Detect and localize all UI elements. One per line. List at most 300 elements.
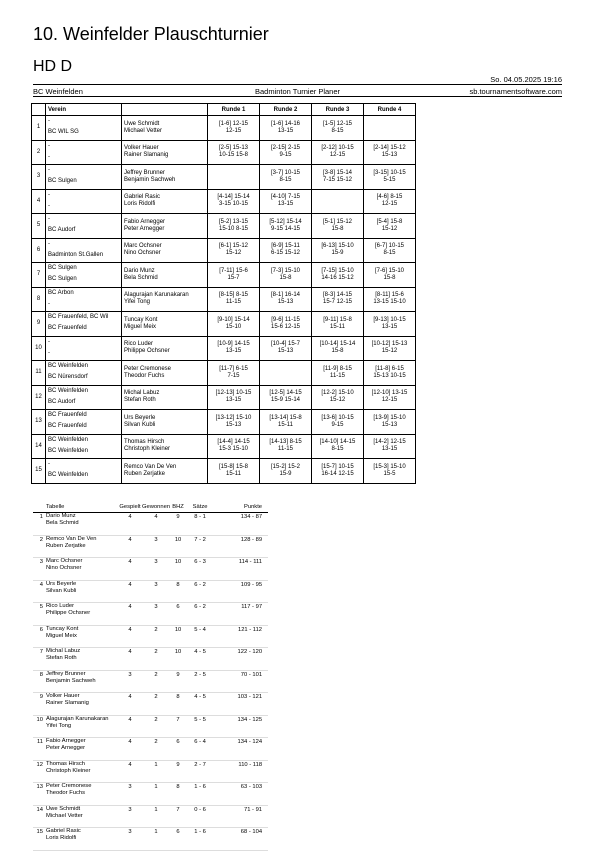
- player-cell: [122, 312, 208, 337]
- standings-played: 4: [118, 693, 142, 716]
- club-cell: [46, 459, 122, 484]
- draw-row-number: 10: [32, 336, 46, 361]
- standings-team: [46, 783, 118, 806]
- club-cell: [46, 336, 122, 361]
- round1-result-line1: [14-4] 14-15: [217, 439, 250, 446]
- standings-player1: Dario Munz: [46, 513, 76, 519]
- standings-points: 134 - 124: [214, 738, 268, 761]
- draw-row-number: 5: [32, 214, 46, 239]
- round3-result: [312, 434, 364, 459]
- standings-header-points: Punkte: [214, 503, 268, 513]
- standings-sets: 6 - 4: [186, 738, 214, 761]
- round2-result: [260, 116, 312, 141]
- player2-name: Stefan Roth: [124, 397, 156, 404]
- player1-name: Urs Beyerle: [124, 414, 156, 421]
- standings-team: [46, 603, 118, 626]
- standings-position: 6: [33, 625, 46, 648]
- round4-result: [364, 140, 416, 165]
- round3-result-line1: [1-5] 12-15: [322, 120, 353, 127]
- standings-team: [46, 535, 118, 558]
- standings-played: 3: [118, 805, 142, 828]
- standings-position: 15: [33, 828, 46, 851]
- player2-name: Ruben Zerjatke: [124, 470, 166, 477]
- player2-name: Michael Vetter: [124, 127, 163, 134]
- standings-row: [33, 558, 268, 581]
- round4-result-line1: [12-10] 13-15: [371, 390, 408, 397]
- draw-row: [32, 116, 416, 141]
- round2-result-line1: [12-5] 14-15: [269, 390, 302, 397]
- round4-result-line2: 15-13: [381, 152, 398, 159]
- player-cell: [122, 238, 208, 263]
- round2-result-line2: 15-6 12-15: [270, 323, 301, 330]
- event-subtitle: HD D: [33, 58, 73, 75]
- organizer-club: BC Weinfelden: [33, 87, 83, 96]
- standings-position: 14: [33, 805, 46, 828]
- round1-result-line2: 15-10 8-15: [218, 225, 249, 232]
- standings-won: 2: [142, 738, 170, 761]
- player2-name: Rainer Slamanig: [124, 152, 169, 159]
- club-player1: BC Weinfelden: [48, 363, 88, 369]
- draw-row-number: 8: [32, 287, 46, 312]
- standings-player1: Marc Ochsner: [46, 558, 83, 564]
- standings-team: [46, 693, 118, 716]
- round1-result-line2: 10-15 15-8: [218, 152, 249, 159]
- club-player2: BC Nürensdorf: [48, 374, 88, 380]
- standings-sets: 6 - 3: [186, 558, 214, 581]
- round3-result-line1: [8-3] 14-15: [322, 292, 353, 299]
- round3-result: [312, 140, 364, 165]
- round2-result-line1: [10-4] 15-7: [270, 341, 301, 348]
- round4-result-line2: 15-13: [381, 421, 398, 428]
- standings-bhz: 6: [170, 828, 186, 851]
- standings-bhz: 10: [170, 535, 186, 558]
- round3-result-line1: [6-13] 15-10: [321, 243, 354, 250]
- club-player1: -: [48, 167, 50, 173]
- club-player1: BC Frauenfeld, BC Wil: [48, 314, 109, 320]
- round2-result-line1: [9-6] 11-15: [271, 316, 300, 323]
- round3-result-line1: [5-1] 15-12: [322, 218, 353, 225]
- player-cell: [122, 287, 208, 312]
- standings-player1: Urs Beyerle: [46, 580, 77, 587]
- round4-result-line1: [13-9] 15-10: [373, 414, 406, 421]
- round2-result: [260, 385, 312, 410]
- standings-row: [33, 603, 268, 626]
- standings-player1: Alagurajan Karunakaran: [46, 715, 109, 722]
- player2-name: Loris Ridolfi: [124, 201, 156, 208]
- round2-result-line1: [15-2] 15-2: [270, 463, 301, 470]
- round4-result: [364, 385, 416, 410]
- standings-bhz: 10: [170, 648, 186, 671]
- standings-player1: Peter Cremonese: [46, 783, 92, 789]
- round1-result-line2: 15-10: [225, 323, 242, 330]
- round3-result-line1: [2-12] 10-15: [321, 145, 354, 152]
- player-cell: [122, 263, 208, 288]
- round4-result-line2: 5-15: [383, 176, 396, 183]
- club-player2: -: [48, 300, 50, 307]
- round4-result: [364, 434, 416, 459]
- standings-team: [46, 670, 118, 693]
- round2-result: [260, 165, 312, 190]
- player2-name: Christoph Kleiner: [124, 446, 171, 453]
- round4-result: [364, 287, 416, 312]
- round3-result: [312, 287, 364, 312]
- club-player2: BC Weinfelden: [48, 472, 88, 478]
- draw-header-row: [32, 104, 416, 116]
- round2-result: [260, 336, 312, 361]
- standings-sets: 2 - 7: [186, 760, 214, 783]
- round1-result-line2: 7-15: [227, 372, 240, 379]
- round2-result: [260, 263, 312, 288]
- club-player2: BC WIL SG: [48, 129, 79, 135]
- round3-result-line1: [9-11] 15-8: [323, 316, 352, 323]
- standings-team: [46, 828, 118, 851]
- standings-bhz: 7: [170, 715, 186, 738]
- round1-result-line2: 13-15: [225, 348, 242, 355]
- standings-header-bhz: BHZ: [170, 503, 186, 513]
- round1-result: [208, 385, 260, 410]
- standings-bhz: 10: [170, 558, 186, 581]
- standings-header-won: Gewonnen: [142, 503, 170, 513]
- standings-position: 7: [33, 648, 46, 671]
- draw-row-number: 14: [32, 434, 46, 459]
- round1-result-line2: 11-15: [226, 299, 241, 306]
- round2-result-line2: 15-8: [279, 274, 292, 281]
- standings-bhz: 10: [170, 625, 186, 648]
- player1-name: Dario Munz: [124, 267, 155, 274]
- round1-result: [208, 336, 260, 361]
- draw-row: [32, 287, 416, 312]
- round1-result: [208, 238, 260, 263]
- standings-row: [33, 580, 268, 603]
- round2-result-line2: 8-15: [279, 176, 292, 183]
- standings-team: [46, 715, 118, 738]
- player1-name: Jeffrey Brunner: [124, 169, 165, 176]
- round3-result-line2: 15-11: [330, 323, 345, 330]
- standings-player2: Christoph Kleiner: [46, 767, 91, 774]
- round3-result-line1: [12-2] 15-10: [321, 390, 354, 397]
- standings-player1: Jeffrey Brunner: [46, 670, 86, 677]
- round2-result-line2: 13-15: [277, 127, 294, 134]
- standings-team: [46, 760, 118, 783]
- standings-header-row: [33, 503, 268, 513]
- header-divider-bottom: [33, 96, 562, 97]
- round2-result-line1: [1-6] 14-16: [270, 120, 301, 127]
- standings-won: 1: [142, 783, 170, 806]
- standings-player1: Thomas Hirsch: [46, 760, 85, 767]
- standings-points: 114 - 111: [214, 558, 268, 581]
- round4-result-line2: 15-12: [381, 225, 398, 232]
- standings-position: 8: [33, 670, 46, 693]
- round1-result: [208, 116, 260, 141]
- round2-result-line2: 15-11: [278, 421, 293, 428]
- club-cell: [46, 140, 122, 165]
- player1-name: Thomas Hirsch: [124, 439, 165, 446]
- standings-player2: Loris Ridolfi: [46, 835, 77, 841]
- round3-result: [312, 165, 364, 190]
- player2-name: Nino Ochsner: [124, 250, 161, 257]
- round3-result: [312, 238, 364, 263]
- player2-name: Miguel Meix: [124, 323, 157, 330]
- standings-sets: 0 - 6: [186, 805, 214, 828]
- standings-position: 9: [33, 693, 46, 716]
- round1-result-line2: 3-15 10-15: [218, 201, 249, 208]
- standings-row: [33, 535, 268, 558]
- round3-result: [312, 189, 364, 214]
- round4-result-line1: [11-8] 6-15: [375, 365, 404, 372]
- standings-won: 3: [142, 558, 170, 581]
- round2-result: [260, 459, 312, 484]
- player2-name: Philippe Ochsner: [124, 348, 170, 355]
- round1-result-line1: [5-2] 13-15: [218, 218, 249, 225]
- draw-row-number: 4: [32, 189, 46, 214]
- standings-position: 3: [33, 558, 46, 581]
- round3-result-line2: 7-15 15-12: [322, 176, 353, 183]
- round3-result-line1: [7-15] 15-10: [321, 267, 354, 274]
- standings-points: 63 - 103: [214, 783, 268, 806]
- standings-played: 3: [118, 783, 142, 806]
- club-cell: [46, 385, 122, 410]
- player2-name: Silvan Kubli: [124, 421, 156, 428]
- standings-player1: Volker Hauer: [46, 693, 80, 699]
- standings-won: 1: [142, 760, 170, 783]
- draw-row: [32, 238, 416, 263]
- round1-result: [208, 434, 260, 459]
- draw-header-round4: Runde 4: [364, 104, 416, 116]
- draw-row: [32, 214, 416, 239]
- round1-result-line1: [9-10] 15-14: [217, 316, 250, 323]
- round2-result-line1: [7-3] 15-10: [270, 267, 301, 274]
- club-player2: BC Frauenfeld: [48, 325, 87, 331]
- club-cell: [46, 434, 122, 459]
- website-url: sb.tournamentsoftware.com: [469, 87, 562, 96]
- round3-result-line2: 8-15: [331, 446, 344, 453]
- round4-result-line2: 13-15: [381, 446, 398, 453]
- round2-result-line2: 15-9: [279, 470, 292, 477]
- club-player2: Badminton St.Gallen: [48, 251, 104, 258]
- standings-row: [33, 715, 268, 738]
- player-cell: [122, 165, 208, 190]
- round1-result-line1: [1-6] 12-15: [218, 120, 249, 127]
- standings-row: [33, 625, 268, 648]
- standings-won: 3: [142, 580, 170, 603]
- draw-row: [32, 336, 416, 361]
- round1-result: [208, 165, 260, 190]
- standings-row: [33, 805, 268, 828]
- standings-row: [33, 738, 268, 761]
- club-player2: -: [48, 202, 50, 209]
- standings-played: 4: [118, 558, 142, 581]
- standings-won: 2: [142, 625, 170, 648]
- club-player2: BC Weinfelden: [48, 447, 88, 454]
- player1-name: Rico Luder: [124, 341, 154, 348]
- standings-points: 103 - 121: [214, 693, 268, 716]
- club-player1: -: [48, 240, 50, 247]
- round3-result: [312, 116, 364, 141]
- player1-name: Alagurajan Karunakaran: [124, 292, 189, 299]
- round4-result-line1: [6-7] 10-15: [374, 243, 405, 250]
- round1-result: [208, 214, 260, 239]
- draw-row-number: 3: [32, 165, 46, 190]
- round2-result-line1: [3-7] 10-15: [270, 169, 301, 176]
- round3-result-line2: 14-16 15-12: [321, 274, 354, 281]
- standings-won: 2: [142, 670, 170, 693]
- round4-result-line2: 8-15: [383, 250, 396, 257]
- standings-played: 4: [118, 760, 142, 783]
- round3-result-line2: 15-12: [329, 397, 346, 404]
- round2-result-line2: 6-15 15-12: [270, 250, 301, 257]
- round3-result: [312, 410, 364, 435]
- club-cell: [46, 312, 122, 337]
- player1-name: Marc Ochsner: [124, 243, 162, 250]
- round4-result: [364, 214, 416, 239]
- round4-result-line1: [10-12] 15-13: [371, 341, 408, 348]
- round4-result-line1: [15-3] 15-10: [373, 463, 406, 470]
- round3-result: [312, 312, 364, 337]
- standings-bhz: 7: [170, 805, 186, 828]
- club-player2: -: [48, 349, 50, 356]
- standings-row: [33, 670, 268, 693]
- round1-result-line1: [13-12] 15-10: [215, 414, 252, 421]
- draw-header-player: [122, 104, 208, 116]
- draw-row-number: 7: [32, 263, 46, 288]
- round2-result: [260, 238, 312, 263]
- round3-result-line2: 15-9: [331, 250, 344, 257]
- round3-result: [312, 263, 364, 288]
- round1-result: [208, 459, 260, 484]
- round2-result-line1: [13-14] 15-8: [269, 414, 302, 421]
- round2-result-line1: [14-13] 8-15: [269, 439, 302, 446]
- standings-points: 134 - 87: [214, 513, 268, 536]
- draw-row: [32, 459, 416, 484]
- standings-sets: 1 - 6: [186, 828, 214, 851]
- club-player1: BC Sulgen: [48, 265, 77, 271]
- round1-result-line1: [10-9] 14-15: [217, 341, 250, 348]
- standings-points: 110 - 118: [214, 760, 268, 783]
- standings-header-played: Gespielt: [118, 503, 142, 513]
- round4-result: [364, 165, 416, 190]
- round4-result-line2: 15-5: [383, 470, 396, 477]
- club-player2: BC Sulgen: [48, 276, 77, 282]
- standings-won: 2: [142, 693, 170, 716]
- round3-result-line2: 8-15: [331, 127, 344, 134]
- standings-player1: Gabriel Rasic: [46, 828, 81, 834]
- draw-row: [32, 140, 416, 165]
- round2-result-line2: 9-15 14-15: [270, 225, 301, 232]
- club-player1: -: [48, 118, 50, 124]
- standings-player2: Miguel Meix: [46, 632, 77, 639]
- round1-result: [208, 410, 260, 435]
- draw-header-club: Verein: [46, 104, 122, 116]
- standings-player1: Uwe Schmidt: [46, 805, 81, 812]
- round1-result-line2: 15-7: [227, 274, 240, 281]
- round3-result: [312, 385, 364, 410]
- round1-result-line1: [11-7] 6-15: [219, 365, 248, 372]
- player-cell: [122, 361, 208, 386]
- standings-sets: 7 - 2: [186, 535, 214, 558]
- draw-row: [32, 165, 416, 190]
- standings-header-sets: Sätze: [186, 503, 214, 513]
- draw-row: [32, 385, 416, 410]
- club-cell: [46, 238, 122, 263]
- player-cell: [122, 385, 208, 410]
- draw-header-round3: Runde 3: [312, 104, 364, 116]
- standings-player1: Rico Luder: [46, 603, 75, 609]
- standings-sets: 4 - 5: [186, 693, 214, 716]
- draw-header-num: [32, 104, 46, 116]
- player-cell: [122, 214, 208, 239]
- club-player1: BC Frauenfeld: [48, 412, 87, 418]
- club-player2: BC Sulgen: [48, 178, 77, 184]
- standings-sets: 5 - 5: [186, 715, 214, 738]
- draw-row-number: 11: [32, 361, 46, 386]
- round4-result-line1: [4-6] 8-15: [376, 194, 403, 201]
- standings-team: [46, 805, 118, 828]
- standings-bhz: 8: [170, 693, 186, 716]
- standings-sets: 2 - 5: [186, 670, 214, 693]
- round2-result: [260, 140, 312, 165]
- round1-result: [208, 140, 260, 165]
- player2-name: Benjamin Sachweh: [124, 176, 176, 183]
- standings-player2: Michael Vetter: [46, 812, 83, 819]
- standings-bhz: 8: [170, 580, 186, 603]
- round2-result: [260, 361, 312, 386]
- standings-played: 4: [118, 738, 142, 761]
- round4-result-line1: [7-6] 15-10: [374, 267, 405, 274]
- club-player1: BC Arbon: [48, 289, 74, 296]
- round4-result-line2: 12-15: [381, 201, 398, 208]
- standings-player2: Rainer Slamanig: [46, 700, 89, 706]
- standings-team: [46, 648, 118, 671]
- round3-result: [312, 214, 364, 239]
- round4-result-line2: 15-8: [383, 274, 396, 281]
- standings-player2: Silvan Kubli: [46, 587, 77, 594]
- standings-bhz: 8: [170, 783, 186, 806]
- round2-result-line2: 11-15: [278, 446, 293, 453]
- round3-result-line1: [11-9] 8-15: [323, 365, 352, 372]
- standings-team: [46, 625, 118, 648]
- round3-result-line2: 16-14 12-15: [321, 470, 354, 477]
- round3-result: [312, 361, 364, 386]
- round4-result: [364, 116, 416, 141]
- player2-name: Theodor Fuchs: [124, 372, 165, 379]
- player1-name: Remco Van De Ven: [124, 463, 177, 470]
- round3-result-line2: 12-15: [329, 152, 346, 159]
- round2-result: [260, 287, 312, 312]
- round1-result: [208, 189, 260, 214]
- standings-won: 2: [142, 648, 170, 671]
- draw-row: [32, 312, 416, 337]
- standings-player1: Michal Labuz: [46, 648, 81, 654]
- round3-result-line2: 15-8: [331, 225, 344, 232]
- draw-header-round2: Runde 2: [260, 104, 312, 116]
- club-player2: BC Audorf: [48, 398, 76, 405]
- standings-played: 4: [118, 580, 142, 603]
- standings-row: [33, 513, 268, 536]
- club-cell: [46, 410, 122, 435]
- round1-result-line2: 15-12: [225, 250, 242, 257]
- club-cell: [46, 165, 122, 190]
- standings-header-table: Tabelle: [46, 503, 118, 513]
- standings-sets: 6 - 2: [186, 603, 214, 626]
- club-cell: [46, 361, 122, 386]
- round3-result-line2: 15-8: [331, 348, 344, 355]
- standings-played: 4: [118, 535, 142, 558]
- standings-player1: Remco Van De Ven: [46, 535, 97, 542]
- standings-table: [33, 503, 268, 851]
- standings-bhz: 9: [170, 513, 186, 536]
- round2-result: [260, 312, 312, 337]
- player-cell: [122, 410, 208, 435]
